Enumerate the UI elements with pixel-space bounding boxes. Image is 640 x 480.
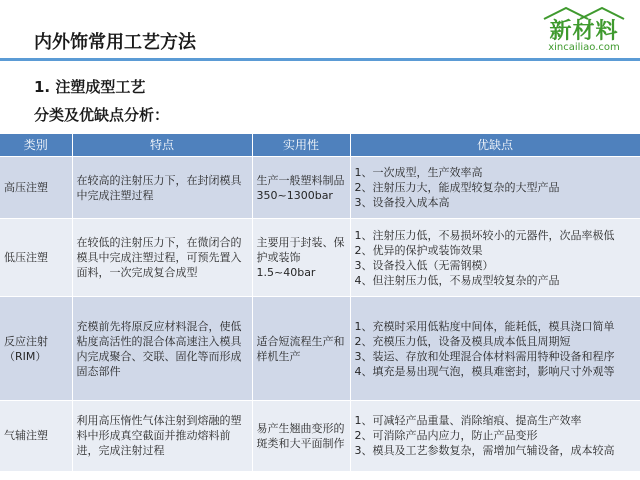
category-cell: 低压注塑	[0, 219, 72, 297]
pros-cons-list	[355, 413, 636, 458]
slide-header	[0, 0, 640, 70]
category-cell: 反应注射（RIM）	[0, 297, 72, 401]
column-header-pros-cons: 优缺点	[350, 134, 640, 157]
column-header-applicability: 实用性	[252, 134, 350, 157]
features-cell: 在较低的注射压力下，在微闭合的模具中完成注塑过程，可预先置入面料，一次完成复合成型	[72, 219, 252, 297]
list-item: 3、设备投入成本高	[354, 196, 450, 209]
title-divider	[0, 58, 640, 61]
column-header-features: 特点	[72, 134, 252, 157]
page-title: 内外饰常用工艺方法	[34, 32, 196, 53]
section-heading: 1. 注塑成型工艺	[34, 78, 146, 96]
pros-cons-cell	[350, 219, 640, 297]
table-row	[0, 297, 640, 401]
logo-wordmark: 新材料	[549, 19, 619, 44]
applicability-cell: 生产一般塑料制品350~1300bar	[252, 157, 350, 219]
list-item: 3、模具及工艺参数复杂，需增加气辅设备，成本较高	[354, 444, 615, 458]
table-header-row	[0, 134, 640, 157]
list-item: 4、填充是易出现气泡，模具难密封，影响尺寸外观等	[354, 364, 615, 378]
applicability-cell: 主要用于封装、保护或装饰 1.5~40bar	[252, 219, 350, 297]
pros-cons-cell	[350, 297, 640, 401]
logo-url: xincailiao.com	[548, 42, 620, 53]
pros-cons-list	[355, 319, 636, 379]
section-subheading: 分类及优缺点分析：	[34, 106, 170, 124]
list-item: 3、设备投入低（无需钢模）	[354, 258, 494, 272]
pros-cons-list	[355, 165, 636, 210]
process-table	[0, 134, 640, 471]
features-cell: 利用高压惰性气体注射到熔融的塑料中形成真空截面并推动熔料前进，完成注射过程	[72, 401, 252, 471]
list-item: 1、充模时采用低粘度中间体，能耗低，模具浇口简单	[354, 319, 615, 333]
category-cell: 气辅注塑	[0, 401, 72, 471]
features-cell: 充模前先将原反应材料混合，使低粘度高活性的混合体高速注入模具内完成聚合、交联、固化等而形成固态部件	[72, 297, 252, 401]
list-item: 2、注射压力大，能成型较复杂的大型产品	[354, 181, 560, 194]
features-cell: 在较高的注射压力下，在封闭模具中完成注塑过程	[72, 157, 252, 219]
category-cell: 高压注塑	[0, 157, 72, 219]
table-row	[0, 401, 640, 471]
list-item: 4、但注射压力低，不易成型较复杂的产品	[354, 273, 560, 287]
list-item: 2、优异的保护或装饰效果	[354, 243, 483, 257]
column-header-category: 类别	[0, 134, 72, 157]
list-item: 1、一次成型，生产效率高	[354, 166, 483, 179]
logo	[534, 4, 634, 54]
pros-cons-list	[355, 228, 636, 288]
list-item: 1、可减轻产品重量、消除缩痕、提高生产效率	[354, 414, 582, 428]
applicability-cell: 适合短流程生产和样机生产	[252, 297, 350, 401]
pros-cons-cell	[350, 401, 640, 471]
list-item: 2、可消除产品内应力，防止产品变形	[354, 429, 538, 443]
pros-cons-cell	[350, 157, 640, 219]
list-item: 1、注射压力低，不易损坏较小的元器件，次品率极低	[354, 228, 615, 242]
table-row	[0, 219, 640, 297]
list-item: 2、充模压力低，设备及模具成本低且周期短	[354, 334, 571, 348]
table-row	[0, 157, 640, 219]
applicability-cell: 易产生翘曲变形的斑类和大平面制作	[252, 401, 350, 471]
list-item: 3、装运、存放和处理混合体材料需用特种设备和程序	[354, 349, 615, 363]
